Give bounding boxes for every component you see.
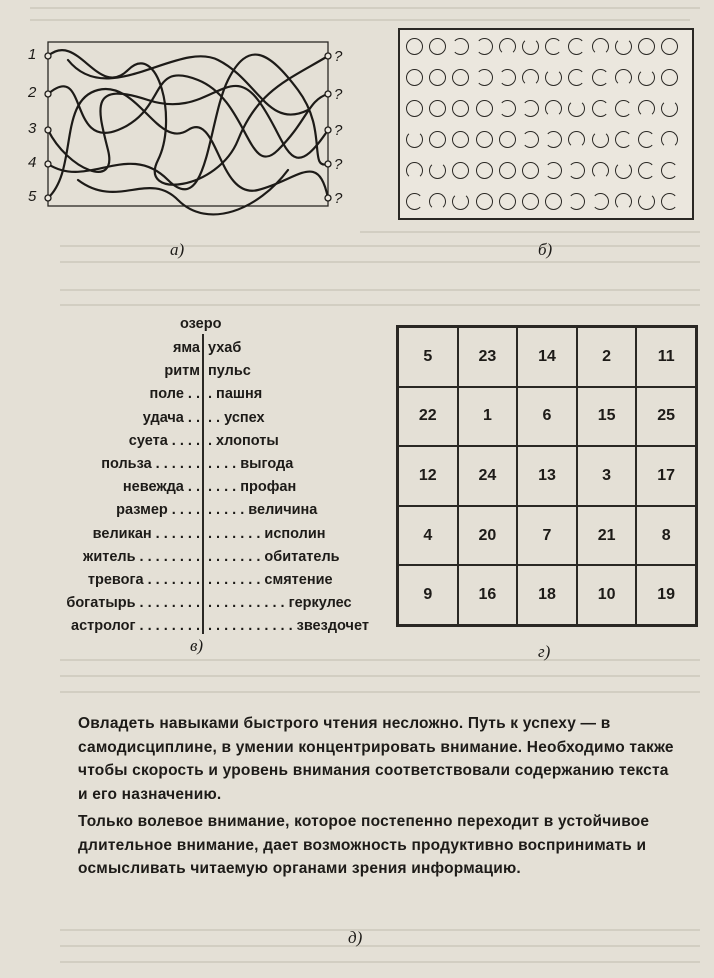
left-word: яма bbox=[172, 340, 200, 356]
ring-circle bbox=[429, 162, 446, 179]
table-cell: 24 bbox=[458, 446, 518, 506]
table-cell: 21 bbox=[577, 506, 637, 566]
right-word: . . . . . . . . . . геркулес bbox=[208, 595, 352, 612]
figure-d-text-block bbox=[78, 712, 678, 885]
ring-circle bbox=[499, 162, 516, 179]
ring-circle bbox=[452, 131, 469, 148]
ring-circle bbox=[615, 162, 632, 179]
figure-a-tangled-lines bbox=[28, 40, 358, 220]
ring-circle bbox=[545, 100, 562, 117]
ring-circle bbox=[568, 131, 585, 148]
ring-circle bbox=[476, 38, 493, 55]
table-cell: 1 bbox=[458, 387, 518, 447]
ring-circle bbox=[522, 69, 539, 86]
ring-circle bbox=[661, 193, 678, 210]
left-word: размер . . . . bbox=[116, 502, 200, 519]
ring-circle bbox=[661, 162, 678, 179]
ring-circle bbox=[592, 162, 609, 179]
right-word: . пашня bbox=[208, 386, 263, 403]
ring-circle bbox=[429, 100, 446, 117]
ring-circle bbox=[522, 131, 539, 148]
ring-circle bbox=[406, 193, 423, 210]
ring-circle bbox=[661, 38, 678, 55]
ring-circle bbox=[452, 38, 469, 55]
ring-circle bbox=[615, 131, 632, 148]
ring-circle bbox=[568, 100, 585, 117]
ring-grid bbox=[406, 38, 684, 224]
right-word: . . . . . . . . . . . звездочет bbox=[208, 618, 369, 635]
table-cell: 10 bbox=[577, 565, 637, 625]
left-word: суета . . . . bbox=[128, 432, 200, 449]
ring-circle bbox=[452, 69, 469, 86]
left-word: богатырь . . . . . . . . bbox=[66, 595, 200, 612]
line-number-5: 5 bbox=[28, 188, 37, 205]
line-number-2: 2 bbox=[28, 84, 37, 101]
table-cell: 14 bbox=[517, 327, 577, 387]
table-cell: 7 bbox=[517, 506, 577, 566]
table-cell: 18 bbox=[517, 565, 577, 625]
ring-circle bbox=[615, 38, 632, 55]
ring-circle bbox=[638, 100, 655, 117]
table-cell: 13 bbox=[517, 446, 577, 506]
ring-circle bbox=[545, 131, 562, 148]
table-cell: 17 bbox=[636, 446, 696, 506]
ring-circle bbox=[476, 162, 493, 179]
figure-g-label: г) bbox=[538, 642, 551, 661]
left-word: польза . . . . . . bbox=[101, 456, 200, 472]
table-cell: 16 bbox=[458, 565, 518, 625]
ring-circle bbox=[429, 38, 446, 55]
top-word: озеро bbox=[180, 316, 222, 332]
ring-circle bbox=[406, 131, 423, 148]
ring-circle bbox=[592, 131, 609, 148]
ring-circle bbox=[406, 69, 423, 86]
line-end-mark-5: ? bbox=[334, 190, 343, 207]
right-word: ухаб bbox=[208, 340, 242, 356]
table-cell: 3 bbox=[577, 446, 637, 506]
ring-circle bbox=[499, 193, 516, 210]
table-cell: 4 bbox=[398, 506, 458, 566]
table-cell: 20 bbox=[458, 506, 518, 566]
table-cell: 6 bbox=[517, 387, 577, 447]
ring-circle bbox=[545, 38, 562, 55]
left-word: поле . . bbox=[149, 386, 200, 403]
table-cell: 11 bbox=[636, 327, 696, 387]
table-cell: 2 bbox=[577, 327, 637, 387]
ring-circle bbox=[615, 193, 632, 210]
table-cell: 23 bbox=[458, 327, 518, 387]
ring-circle bbox=[661, 100, 678, 117]
line-number-4: 4 bbox=[28, 154, 37, 171]
ring-circle bbox=[638, 162, 655, 179]
ring-circle bbox=[499, 38, 516, 55]
ring-circle bbox=[522, 38, 539, 55]
ring-circle bbox=[476, 193, 493, 210]
figure-g-schulte-table bbox=[396, 325, 698, 627]
line-number-1: 1 bbox=[28, 46, 37, 63]
ring-circle bbox=[638, 69, 655, 86]
line-end-mark-3: ? bbox=[334, 122, 343, 139]
tangled-lines-drawing bbox=[28, 40, 358, 220]
ring-circle bbox=[615, 69, 632, 86]
ring-circle bbox=[452, 100, 469, 117]
right-word: пульс bbox=[208, 363, 251, 380]
ring-circle bbox=[592, 100, 609, 117]
ring-circle bbox=[545, 69, 562, 86]
ring-circle bbox=[545, 193, 562, 210]
table-cell: 15 bbox=[577, 387, 637, 447]
left-word: ритм bbox=[164, 363, 200, 380]
line-end-mark-1: ? bbox=[334, 48, 343, 65]
left-word: астролог . . . . . . . . bbox=[71, 618, 200, 635]
ring-circle bbox=[406, 100, 423, 117]
figure-v-word-columns bbox=[30, 312, 380, 652]
figure-d-label: д) bbox=[348, 928, 363, 947]
ring-circle bbox=[592, 69, 609, 86]
right-word: . . успех bbox=[208, 409, 265, 426]
ring-circle bbox=[452, 193, 469, 210]
ring-circle bbox=[568, 162, 585, 179]
text-paragraph-1: Овладеть навыками быстрого чтения несложно. Путь к успеху — в самодисциплине, в умении концентрировать внимание. Необходимо также чтобы скорость и уровень внимания соответствовали содержанию текста и его назначению. bbox=[78, 715, 674, 803]
ring-circle bbox=[452, 162, 469, 179]
line-end-mark-2: ? bbox=[334, 86, 343, 103]
ring-circle bbox=[638, 193, 655, 210]
table-cell: 5 bbox=[398, 327, 458, 387]
line-end-mark-4: ? bbox=[334, 156, 343, 173]
left-word: житель . . . . . . . . bbox=[83, 548, 200, 565]
ring-circle bbox=[568, 193, 585, 210]
ring-circle bbox=[638, 38, 655, 55]
text-paragraph-2: Только волевое внимание, которое постепенно переходит в устойчивое длительное внимание, дает возможность продуктивно воспринимать и осмысливать читаемую органами зрения информацию. bbox=[78, 813, 650, 877]
left-word: тревога . . . . . . . bbox=[87, 572, 200, 588]
ring-circle bbox=[406, 38, 423, 55]
ring-circle bbox=[476, 100, 493, 117]
table-cell: 12 bbox=[398, 446, 458, 506]
table-cell: 8 bbox=[636, 506, 696, 566]
table-cell: 22 bbox=[398, 387, 458, 447]
ring-circle bbox=[638, 131, 655, 148]
figure-b-rings-grid bbox=[398, 28, 694, 220]
figure-a-label: а) bbox=[170, 240, 185, 259]
table-cell: 9 bbox=[398, 565, 458, 625]
left-word: невежда . . bbox=[122, 479, 200, 496]
ring-circle bbox=[499, 69, 516, 86]
center-divider bbox=[202, 334, 204, 634]
ring-circle bbox=[592, 38, 609, 55]
left-word: удача . . bbox=[142, 409, 200, 426]
ring-circle bbox=[499, 100, 516, 117]
right-word: . . . . профан bbox=[208, 479, 297, 496]
right-word: . . . . . величина bbox=[208, 502, 318, 519]
right-word: . . . . . . . исполин bbox=[208, 525, 326, 542]
ring-circle bbox=[499, 131, 516, 148]
ring-circle bbox=[522, 193, 539, 210]
ring-circle bbox=[568, 38, 585, 55]
figure-b-label: б) bbox=[538, 240, 553, 259]
right-word: . . . . выгода bbox=[208, 456, 294, 472]
ring-circle bbox=[406, 162, 423, 179]
ring-circle bbox=[661, 131, 678, 148]
right-word: . . . . . . . обитатель bbox=[208, 548, 340, 565]
ring-circle bbox=[429, 69, 446, 86]
ring-circle bbox=[615, 100, 632, 117]
table-cell: 25 bbox=[636, 387, 696, 447]
figure-v-label: в) bbox=[190, 636, 204, 655]
ring-circle bbox=[545, 162, 562, 179]
ring-circle bbox=[592, 193, 609, 210]
left-word: великан . . . . . . bbox=[92, 525, 200, 542]
ring-circle bbox=[429, 131, 446, 148]
ring-circle bbox=[522, 100, 539, 117]
table-cell: 19 bbox=[636, 565, 696, 625]
ring-circle bbox=[522, 162, 539, 179]
ring-circle bbox=[568, 69, 585, 86]
right-word: . . . . . . . смятение bbox=[208, 572, 333, 588]
right-word: . хлопоты bbox=[208, 432, 279, 449]
ring-circle bbox=[429, 193, 446, 210]
line-number-3: 3 bbox=[28, 120, 37, 137]
ring-circle bbox=[661, 69, 678, 86]
ring-circle bbox=[476, 131, 493, 148]
ring-circle bbox=[476, 69, 493, 86]
